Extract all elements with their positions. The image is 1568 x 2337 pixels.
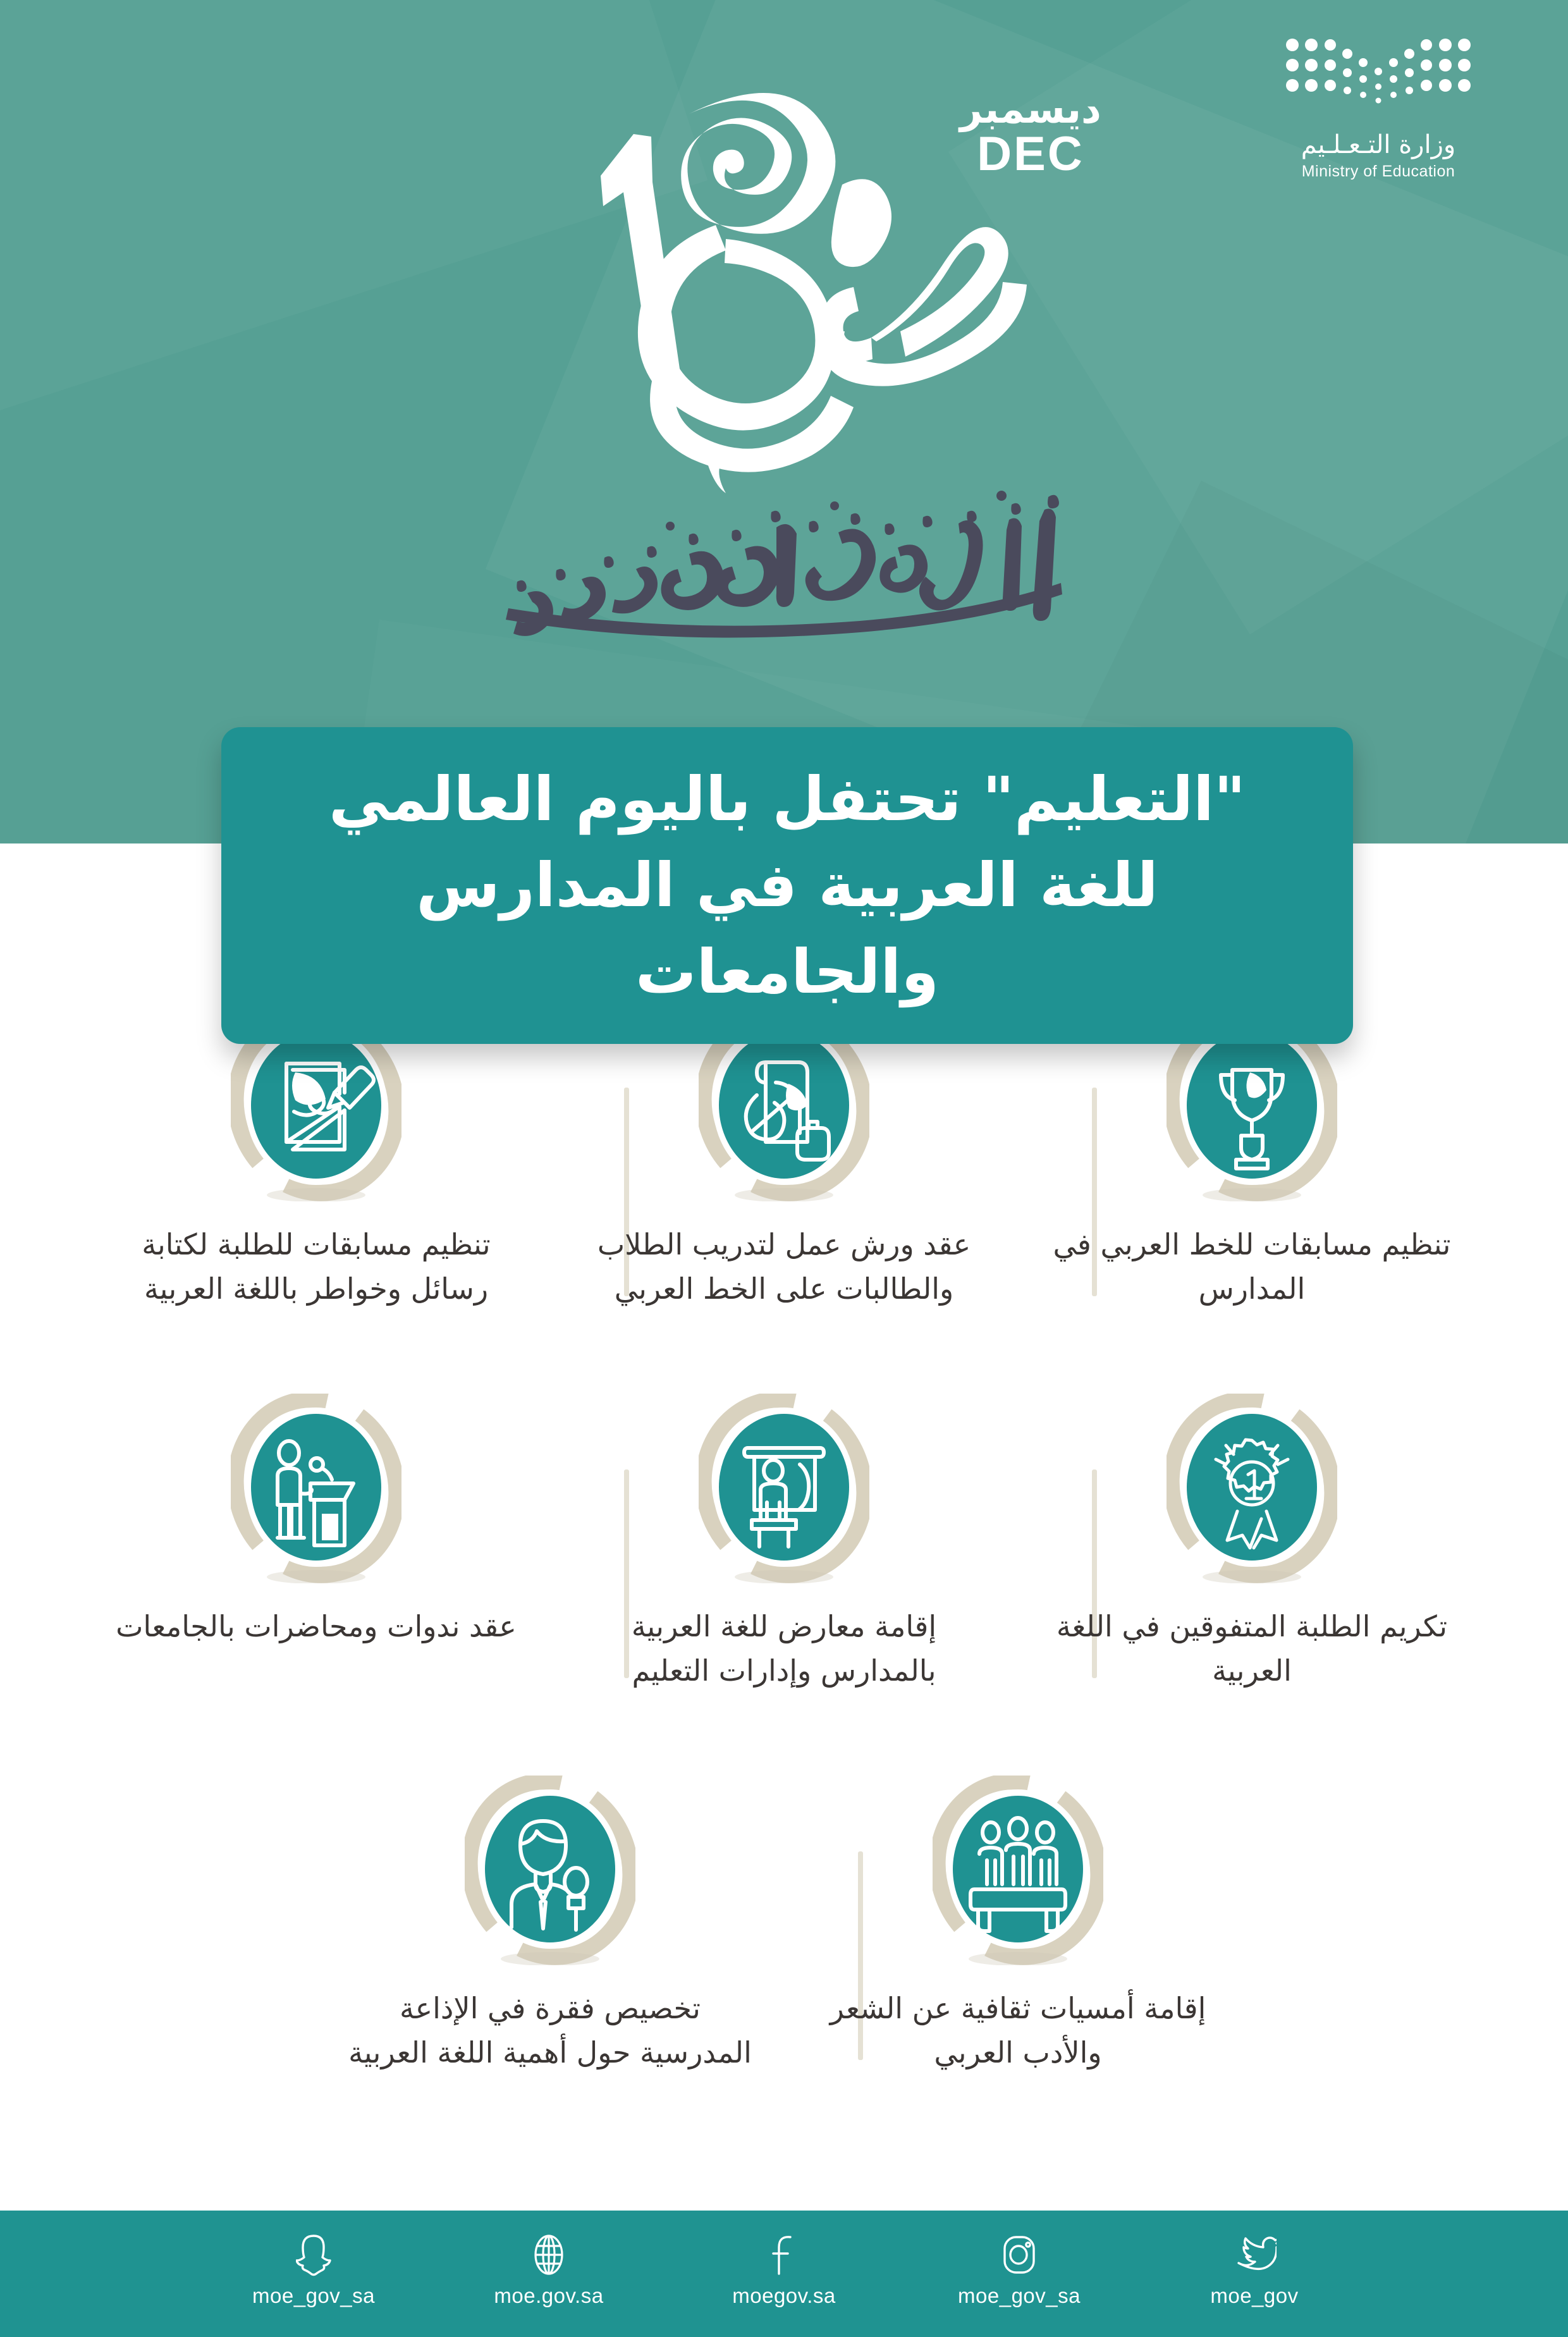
badge	[1167, 1394, 1337, 1583]
ministry-name-ar: وزارة التـعـلـيم	[1301, 130, 1456, 159]
initiative-card-school-radio[interactable]	[316, 1776, 784, 2075]
social-links	[0, 2211, 1568, 2308]
initiatives-grid	[0, 1012, 1568, 2075]
badge	[699, 1394, 869, 1583]
snapchat-ghost-icon[interactable]	[231, 2230, 396, 2280]
initiative-card-cultural-evenings[interactable]	[784, 1776, 1252, 2075]
badge	[933, 1776, 1103, 1965]
social-link-instagram[interactable]	[937, 2230, 1101, 2308]
facebook-icon[interactable]	[702, 2230, 866, 2280]
initiative-card-writing-contest[interactable]	[82, 1012, 550, 1311]
twitter-bird-icon[interactable]	[1172, 2230, 1337, 2280]
month-label-ar: ديسمبر	[960, 86, 1101, 132]
footer-band	[0, 2211, 1568, 2337]
date-labels	[948, 86, 1113, 181]
initiative-card-calligraphy-contest[interactable]	[1018, 1012, 1486, 1311]
page-title: "التعليم" تحتفل باليوم العالمي للغة العربية في المدارس والجامعات	[328, 764, 1246, 1007]
social-handle: moe.gov.sa	[494, 2284, 604, 2307]
world-arabic-language-day-calligraphy-icon	[481, 487, 1087, 651]
initiatives-row	[0, 1776, 1568, 2075]
initiative-label: تخصيص فقرة في الإذاعة المدرسية حول أهمية اللغة العربية	[348, 1990, 752, 2070]
initiative-label: إقامة أمسيات ثقافية عن الشعر والأدب العربي	[830, 1990, 1206, 2070]
social-handle: moegov.sa	[732, 2284, 836, 2307]
ministry-logo	[1233, 35, 1524, 181]
calligraphy-title	[481, 487, 1087, 651]
badge	[465, 1776, 635, 1965]
badge	[231, 1394, 401, 1583]
initiatives-row	[0, 1012, 1568, 1311]
social-link-website[interactable]	[467, 2230, 631, 2308]
initiatives-row	[0, 1394, 1568, 1693]
initiative-label: تنظيم مسابقات للخط العربي في المدارس	[1053, 1227, 1451, 1306]
social-link-snapchat[interactable]	[231, 2230, 396, 2308]
social-handle: moe_gov_sa	[252, 2284, 375, 2307]
month-label-en: DEC	[977, 127, 1084, 181]
initiative-card-calligraphy-workshop[interactable]	[550, 1012, 1018, 1311]
social-handle: moe_gov	[1210, 2284, 1299, 2307]
initiative-label: تنظيم مسابقات للطلبة لكتابة رسائل وخواطر باللغة العربية	[142, 1227, 491, 1306]
initiative-label: إقامة معارض للغة العربية بالمدارس وإدارات التعليم	[631, 1609, 937, 1688]
moe-dots-logo-icon	[1283, 35, 1473, 117]
initiative-card-university-seminars[interactable]	[82, 1394, 550, 1693]
initiative-label: عقد ندوات ومحاضرات بالجامعات	[116, 1609, 517, 1643]
globe-icon[interactable]	[467, 2230, 631, 2280]
initiative-label: عقد ورش عمل لتدريب الطلاب والطالبات على الخط العربي	[597, 1227, 971, 1306]
social-link-twitter[interactable]	[1172, 2230, 1337, 2308]
ministry-name-en: Ministry of Education	[1301, 163, 1455, 180]
initiative-label: تكريم الطلبة المتفوقين في اللغة العربية	[1056, 1609, 1448, 1688]
headline-banner	[221, 727, 1353, 1044]
date-mark	[556, 76, 1101, 493]
social-link-facebook[interactable]	[702, 2230, 866, 2308]
instagram-icon[interactable]	[937, 2230, 1101, 2280]
initiative-card-language-exhibitions[interactable]	[550, 1394, 1018, 1693]
social-handle: moe_gov_sa	[958, 2284, 1081, 2307]
initiative-card-honor-students[interactable]	[1018, 1394, 1486, 1693]
